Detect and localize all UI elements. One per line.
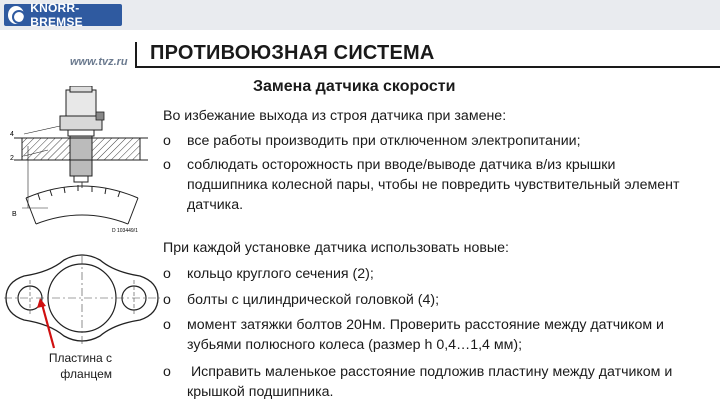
list-item	[163, 315, 703, 357]
bullet-text: соблюдать осторожность при вводе/выводе датчика в/из крышки подшипника колесной пары, чтобы не повредить чувствительный элемент датчика.	[187, 157, 680, 213]
bullet-marker: o	[163, 133, 171, 149]
site-url[interactable]: www.tvz.ru	[70, 56, 128, 68]
section2-intro: При каждой установке датчика использовать новые:	[163, 240, 509, 256]
list-item	[163, 290, 703, 310]
sensor-section-drawing	[8, 86, 156, 236]
label-b: B	[12, 211, 17, 218]
brand-logo	[4, 1, 122, 29]
flange-label: Пластина с фланцем	[48, 351, 112, 381]
bullet-text: все работы производить при отключенном электропитании;	[187, 133, 581, 149]
bullet-marker: o	[163, 292, 171, 308]
bullet-text: кольцо круглого сечения (2);	[187, 266, 374, 282]
brand-name: KNORR-BREMSE	[30, 1, 83, 29]
list-item	[163, 155, 703, 217]
bullet-marker: o	[163, 157, 171, 173]
bullet-marker: o	[163, 317, 171, 333]
list-item	[163, 131, 703, 151]
bullet-marker: o	[163, 364, 171, 380]
bullet-text: Исправить маленькое расстояние подложив пластину между датчиком и крышкой подшипника.	[187, 364, 677, 400]
brand-logo-icon	[8, 6, 24, 24]
list-item	[163, 264, 703, 284]
title-underline	[135, 66, 720, 68]
bullet-marker: o	[163, 266, 171, 282]
label-4: 4	[10, 131, 14, 138]
title-bracket	[135, 42, 137, 68]
list-item	[163, 362, 703, 402]
drawing-code: D 103449/1	[112, 228, 138, 234]
section1-intro: Во избежание выхода из строя датчика при замене:	[163, 108, 507, 124]
label-2: 2	[10, 155, 14, 162]
page-subtitle: Замена датчика скорости	[253, 78, 456, 95]
page-title: ПРОТИВОЮЗНАЯ СИСТЕМА	[150, 42, 435, 64]
bullet-text: момент затяжки болтов 20Нм. Проверить расстояние между датчиком и зубьями полюсного колеса (размер h 0,4…1,4 мм);	[187, 317, 664, 353]
flange-plate-drawing	[4, 252, 160, 352]
bullet-text: болты с цилиндрической головкой (4);	[187, 292, 440, 308]
